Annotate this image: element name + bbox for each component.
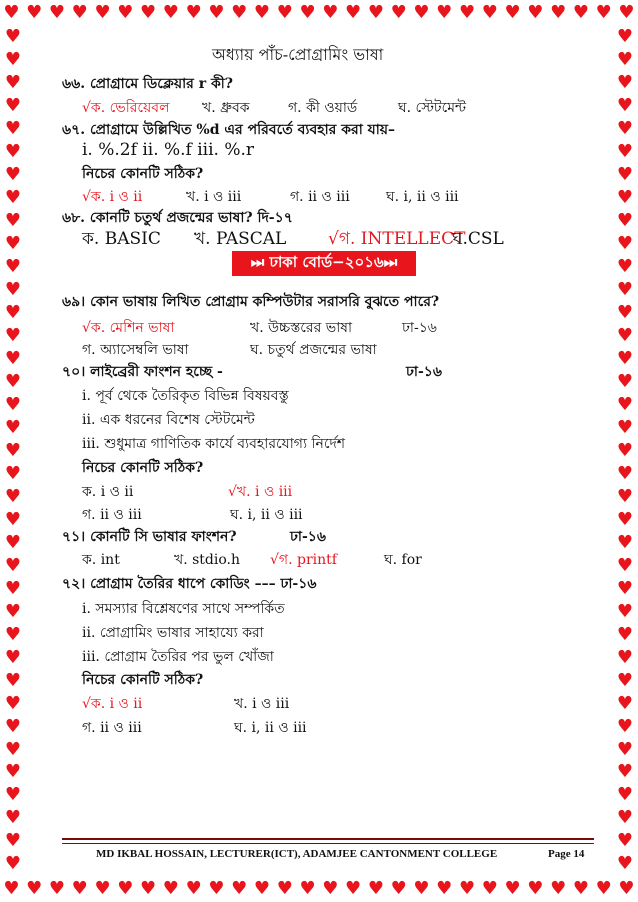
heart-icon: ♥ bbox=[4, 462, 22, 484]
option-b: খ. ধ্রুবক bbox=[202, 100, 250, 116]
heart-icon: ♥ bbox=[616, 416, 634, 438]
option-c: গ. ii ও iii bbox=[82, 507, 142, 523]
which-correct-67: নিচের কোনটি সঠিক? bbox=[82, 166, 204, 182]
heart-icon: ♥ bbox=[572, 2, 589, 23]
heart-icon: ♥ bbox=[4, 233, 22, 255]
heart-icon: ♥ bbox=[276, 2, 293, 23]
heart-icon: ♥ bbox=[616, 26, 634, 48]
option-d: ঘ. for bbox=[384, 552, 422, 568]
heart-icon: ♥ bbox=[413, 878, 430, 899]
question-67: ৬৭. প্রোগ্রামে উল্লিখিত %d এর পরিবর্তে ব্যবহার করা যায়– bbox=[62, 122, 396, 138]
statement-72-i: i. সমস্যার বিশ্লেষণের সাথে সম্পর্কিত bbox=[82, 601, 285, 617]
heart-icon: ♥ bbox=[527, 2, 544, 23]
heart-icon: ♥ bbox=[616, 233, 634, 255]
heart-icon: ♥ bbox=[616, 485, 634, 507]
heart-icon: ♥ bbox=[4, 141, 22, 163]
heart-icon: ♥ bbox=[436, 878, 453, 899]
option-c: গ. ii ও iii bbox=[82, 720, 142, 736]
heart-icon: ♥ bbox=[481, 2, 498, 23]
heart-icon: ♥ bbox=[4, 325, 22, 347]
heart-icon: ♥ bbox=[616, 256, 634, 278]
heart-icon: ♥ bbox=[4, 554, 22, 576]
heart-icon: ♥ bbox=[616, 95, 634, 117]
heart-icon: ♥ bbox=[4, 279, 22, 301]
heart-icon: ♥ bbox=[208, 878, 225, 899]
heart-icon: ♥ bbox=[253, 878, 271, 899]
heart-icon: ♥ bbox=[616, 393, 634, 415]
heart-icon: ♥ bbox=[4, 72, 22, 94]
heart-icon: ♥ bbox=[618, 2, 635, 23]
option-a: √ক. i ও ii bbox=[82, 696, 143, 712]
heart-icon: ♥ bbox=[527, 878, 544, 899]
heart-icon: ♥ bbox=[616, 325, 634, 347]
which-correct-72: নিচের কোনটি সঠিক? bbox=[82, 672, 204, 688]
heart-icon: ♥ bbox=[616, 715, 634, 737]
chapter-title: অধ্যায় পাঁচ-প্রোগ্রামিং ভাষা bbox=[212, 45, 384, 64]
heart-icon: ♥ bbox=[4, 439, 22, 461]
heart-icon: ♥ bbox=[231, 2, 248, 23]
option-d: ঘ. স্টেটমেন্ট bbox=[398, 100, 466, 116]
heart-icon: ♥ bbox=[616, 646, 634, 668]
option-b: খ. stdio.h bbox=[174, 552, 240, 568]
question-66: ৬৬. প্রোগ্রামে ডিক্লেয়ার r কী? bbox=[62, 76, 233, 92]
option-a: ক. int bbox=[82, 552, 120, 568]
heart-icon: ♥ bbox=[413, 2, 430, 23]
heart-icon: ♥ bbox=[616, 49, 634, 71]
dhaka-board-banner: ⏭ ঢাকা বোর্ড−২০১৬⏭ bbox=[232, 251, 416, 276]
question-70: ৭০। লাইব্রেরী ফাংশন হচ্ছে - bbox=[62, 364, 223, 380]
bottom-heart-border bbox=[0, 876, 638, 902]
heart-icon: ♥ bbox=[345, 878, 362, 899]
heart-icon: ♥ bbox=[117, 878, 134, 899]
heart-icon: ♥ bbox=[4, 302, 22, 324]
option-a: √ক. ভেরিয়েবল bbox=[82, 100, 170, 116]
heart-icon: ♥ bbox=[4, 164, 22, 186]
heart-icon: ♥ bbox=[616, 118, 634, 140]
heart-icon: ♥ bbox=[616, 508, 634, 530]
option-d: ঘ. i, ii ও iii bbox=[386, 189, 459, 205]
heart-icon: ♥ bbox=[367, 2, 384, 23]
heart-icon: ♥ bbox=[3, 878, 20, 899]
option-a: ক. i ও ii bbox=[82, 484, 134, 500]
option-c: √গ. printf bbox=[270, 552, 337, 568]
heart-icon: ♥ bbox=[26, 878, 43, 899]
heart-icon: ♥ bbox=[4, 577, 22, 599]
option-b: খ. PASCAL bbox=[194, 229, 287, 249]
heart-icon: ♥ bbox=[616, 669, 634, 691]
heart-icon: ♥ bbox=[616, 554, 634, 576]
footer-rule-thin bbox=[62, 843, 594, 844]
option-b: √খ. i ও iii bbox=[228, 484, 293, 500]
option-a: √ক. i ও ii bbox=[82, 189, 143, 205]
option-c: √গ. INTELLECT bbox=[328, 229, 466, 249]
heart-icon: ♥ bbox=[616, 72, 634, 94]
heart-icon: ♥ bbox=[94, 2, 111, 23]
heart-icon: ♥ bbox=[458, 2, 476, 23]
heart-icon: ♥ bbox=[458, 878, 476, 899]
heart-icon: ♥ bbox=[4, 210, 22, 232]
heart-icon: ♥ bbox=[4, 853, 22, 875]
heart-icon: ♥ bbox=[616, 807, 634, 829]
heart-icon: ♥ bbox=[4, 348, 22, 370]
heart-icon: ♥ bbox=[550, 2, 567, 23]
heart-icon: ♥ bbox=[117, 2, 134, 23]
heart-icon: ♥ bbox=[390, 2, 407, 23]
heart-icon: ♥ bbox=[4, 761, 22, 783]
option-a: ক. BASIC bbox=[82, 229, 161, 249]
option-d: ঘ. চতুর্থ প্রজন্মের ভাষা bbox=[250, 342, 377, 358]
option-d: ঘ. i, ii ও iii bbox=[230, 507, 303, 523]
option-c: গ. অ্যাসেম্বলি ভাষা bbox=[82, 342, 189, 358]
heart-icon: ♥ bbox=[71, 878, 88, 899]
page-number: Page 14 bbox=[548, 848, 585, 860]
heart-icon: ♥ bbox=[345, 2, 362, 23]
footer-rule bbox=[62, 838, 594, 840]
heart-icon: ♥ bbox=[4, 531, 22, 553]
heart-icon: ♥ bbox=[436, 2, 453, 23]
heart-icon: ♥ bbox=[4, 95, 22, 117]
question-68: ৬৮. কোনটি চতুর্থ প্রজন্মের ভাষা? দি-১৭ bbox=[62, 210, 293, 226]
heart-icon: ♥ bbox=[616, 348, 634, 370]
heart-icon: ♥ bbox=[616, 371, 634, 393]
statement-70-iii: iii. শুধুমাত্র গাণিতিক কার্যে ব্যবহারযোগ্য নির্দেশ bbox=[82, 436, 346, 452]
option-c: গ. ii ও iii bbox=[290, 189, 350, 205]
heart-icon: ♥ bbox=[616, 439, 634, 461]
left-heart-border bbox=[0, 26, 26, 876]
heart-icon: ♥ bbox=[4, 187, 22, 209]
heart-icon: ♥ bbox=[4, 807, 22, 829]
heart-icon: ♥ bbox=[322, 878, 339, 899]
heart-icon: ♥ bbox=[299, 2, 316, 23]
heart-icon: ♥ bbox=[572, 878, 589, 899]
heart-icon: ♥ bbox=[4, 738, 22, 760]
heart-icon: ♥ bbox=[299, 878, 316, 899]
heart-icon: ♥ bbox=[162, 2, 179, 23]
heart-icon: ♥ bbox=[4, 256, 22, 278]
heart-icon: ♥ bbox=[4, 784, 22, 806]
heart-icon: ♥ bbox=[4, 600, 22, 622]
heart-icon: ♥ bbox=[4, 692, 22, 714]
heart-icon: ♥ bbox=[481, 878, 498, 899]
heart-icon: ♥ bbox=[616, 761, 634, 783]
heart-icon: ♥ bbox=[4, 49, 22, 71]
heart-icon: ♥ bbox=[4, 508, 22, 530]
heart-icon: ♥ bbox=[4, 26, 22, 48]
board-tag-70: ঢা-১৬ bbox=[406, 364, 442, 380]
heart-icon: ♥ bbox=[595, 2, 612, 23]
heart-icon: ♥ bbox=[231, 878, 248, 899]
heart-icon: ♥ bbox=[595, 878, 612, 899]
heart-icon: ♥ bbox=[618, 878, 635, 899]
heart-icon: ♥ bbox=[162, 878, 179, 899]
option-c: গ. কী ওয়ার্ড bbox=[288, 100, 358, 116]
board-tag-71: ঢা-১৬ bbox=[290, 529, 326, 545]
option-d: ঘ.CSL bbox=[452, 229, 504, 249]
heart-icon: ♥ bbox=[616, 623, 634, 645]
question-71: ৭১। কোনটি সি ভাষার ফাংশন? bbox=[62, 529, 237, 545]
option-a: √ক. মেশিন ভাষা bbox=[82, 320, 175, 336]
top-heart-border bbox=[0, 0, 638, 26]
heart-icon: ♥ bbox=[48, 878, 66, 899]
heart-icon: ♥ bbox=[276, 878, 293, 899]
heart-icon: ♥ bbox=[616, 462, 634, 484]
heart-icon: ♥ bbox=[616, 853, 634, 875]
heart-icon: ♥ bbox=[616, 164, 634, 186]
heart-icon: ♥ bbox=[616, 577, 634, 599]
heart-icon: ♥ bbox=[616, 531, 634, 553]
heart-icon: ♥ bbox=[4, 393, 22, 415]
heart-icon: ♥ bbox=[390, 878, 407, 899]
heart-icon: ♥ bbox=[4, 623, 22, 645]
right-heart-border bbox=[612, 26, 638, 876]
heart-icon: ♥ bbox=[550, 878, 567, 899]
heart-icon: ♥ bbox=[140, 2, 157, 23]
statement-72-ii: ii. প্রোগ্রামিং ভাষার সাহায্যে করা bbox=[82, 625, 264, 641]
heart-icon: ♥ bbox=[185, 2, 202, 23]
question-72: ৭২। প্রোগ্রাম তৈরির ধাপে কোডিং ––– ঢা-১৬ bbox=[62, 576, 317, 592]
heart-icon: ♥ bbox=[4, 371, 22, 393]
which-correct-70: নিচের কোনটি সঠিক? bbox=[82, 460, 204, 476]
heart-icon: ♥ bbox=[26, 2, 43, 23]
heart-icon: ♥ bbox=[208, 2, 225, 23]
heart-icon: ♥ bbox=[322, 2, 339, 23]
heart-icon: ♥ bbox=[616, 784, 634, 806]
heart-icon: ♥ bbox=[616, 141, 634, 163]
heart-icon: ♥ bbox=[4, 416, 22, 438]
heart-icon: ♥ bbox=[4, 715, 22, 737]
heart-icon: ♥ bbox=[94, 878, 111, 899]
heart-icon: ♥ bbox=[504, 2, 521, 23]
heart-icon: ♥ bbox=[616, 692, 634, 714]
heart-icon: ♥ bbox=[616, 210, 634, 232]
board-tag: ঢা-১৬ bbox=[402, 320, 437, 336]
question-69: ৬৯। কোন ভাষায় লিখিত প্রোগ্রাম কম্পিউটার সরাসরি বুঝতে পারে? bbox=[62, 294, 440, 310]
option-b: খ. i ও iii bbox=[186, 189, 242, 205]
footer-author: MD IKBAL HOSSAIN, LECTURER(ICT), ADAMJEE CANTONMENT COLLEGE bbox=[96, 848, 498, 860]
heart-icon: ♥ bbox=[616, 187, 634, 209]
option-d: ঘ. i, ii ও iii bbox=[234, 720, 307, 736]
option-b: খ. i ও iii bbox=[234, 696, 290, 712]
heart-icon: ♥ bbox=[616, 830, 634, 852]
statement-70-ii: ii. এক ধরনের বিশেষ স্টেটমেন্ট bbox=[82, 412, 255, 428]
statement-70-i: i. পূর্ব থেকে তৈরিকৃত বিভিন্ন বিষয়বস্তু bbox=[82, 388, 289, 404]
heart-icon: ♥ bbox=[504, 878, 521, 899]
heart-icon: ♥ bbox=[4, 646, 22, 668]
heart-icon: ♥ bbox=[71, 2, 88, 23]
heart-icon: ♥ bbox=[253, 2, 271, 23]
heart-icon: ♥ bbox=[616, 600, 634, 622]
heart-icon: ♥ bbox=[48, 2, 66, 23]
heart-icon: ♥ bbox=[185, 878, 202, 899]
heart-icon: ♥ bbox=[4, 485, 22, 507]
heart-icon: ♥ bbox=[367, 878, 384, 899]
heart-icon: ♥ bbox=[616, 279, 634, 301]
statement-72-iii: iii. প্রোগ্রাম তৈরির পর ভুল খোঁজা bbox=[82, 649, 274, 665]
heart-icon: ♥ bbox=[4, 830, 22, 852]
heart-icon: ♥ bbox=[616, 302, 634, 324]
heart-icon: ♥ bbox=[4, 669, 22, 691]
heart-icon: ♥ bbox=[3, 2, 20, 23]
option-b: খ. উচ্চস্তরের ভাষা bbox=[250, 320, 353, 336]
heart-icon: ♥ bbox=[616, 738, 634, 760]
heart-icon: ♥ bbox=[4, 118, 22, 140]
statements-67: i. %.2f ii. %.f iii. %.r bbox=[82, 140, 255, 160]
heart-icon: ♥ bbox=[140, 878, 157, 899]
